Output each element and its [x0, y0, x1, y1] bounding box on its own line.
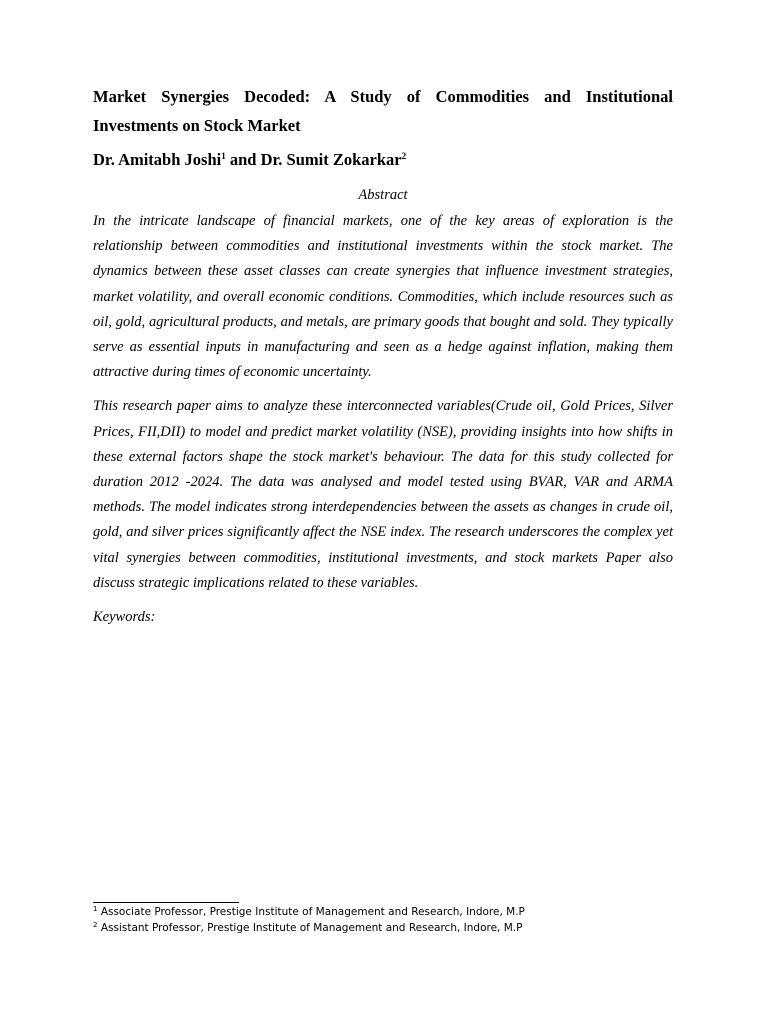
paper-page: [93, 82, 673, 630]
abstract-paragraph: This research paper aims to analyze these interconnected variables(Crude oil, Gold Prices, Silver Prices, FII,DII) to model and predict market volatility (NSE), providing insights into how shifts in these external factors shape the stock market's behaviour. The data for this study collected for duration 2012 -2024. The data was analysed and model tested using BVAR, VAR and ARMA methods. The model indicates strong interdependencies between the assets as changes in crude oil, gold, and silver prices significantly affect the NSE index. The research underscores the complex yet vital synergies between commodities, institutional investments, and stock markets Paper also discuss strategic implications related to these variables.: [93, 398, 673, 591]
keywords-label: Keywords:: [93, 609, 156, 626]
author-line: [93, 149, 673, 171]
footnote-mark: 1: [93, 905, 98, 913]
abstract-heading: Abstract: [358, 187, 408, 203]
author-joiner: and: [225, 150, 261, 169]
footnote: [93, 921, 673, 937]
author-footnote-mark: 2: [401, 151, 407, 161]
footnote-separator: [93, 902, 239, 903]
author-footnote-mark: 1: [221, 151, 226, 161]
paper-title: Market Synergies Decoded: A Study of Commodities and Institutional Investments on Stock Market: [93, 87, 673, 135]
author-name: Dr. Sumit Zokarkar: [260, 150, 402, 169]
abstract-paragraph: In the intricate landscape of financial markets, one of the key areas of exploration is the relationship between commodities and institutional investments within the stock market. The dynamics between these asset classes can create synergies that influence investment strategies, market volatility, and overall economic conditions. Commodities, which include resources such as oil, gold, agricultural products, and metals, are primary goods that bought and sold. They typically serve as essential inputs in manufacturing and seen as a hedge against inflation, making them attractive during times of economic uncertainty.: [93, 213, 673, 381]
footnote: [93, 905, 673, 921]
footnote-text: Assistant Professor, Prestige Institute of Management and Research, Indore, M.P: [100, 921, 523, 934]
footnotes: [93, 905, 673, 936]
footnote-mark: 2: [93, 920, 98, 929]
author-name: Dr. Amitabh Joshi: [93, 150, 222, 169]
footnote-text: Associate Professor, Prestige Institute of Management and Research, Indore, M.P: [100, 906, 525, 918]
